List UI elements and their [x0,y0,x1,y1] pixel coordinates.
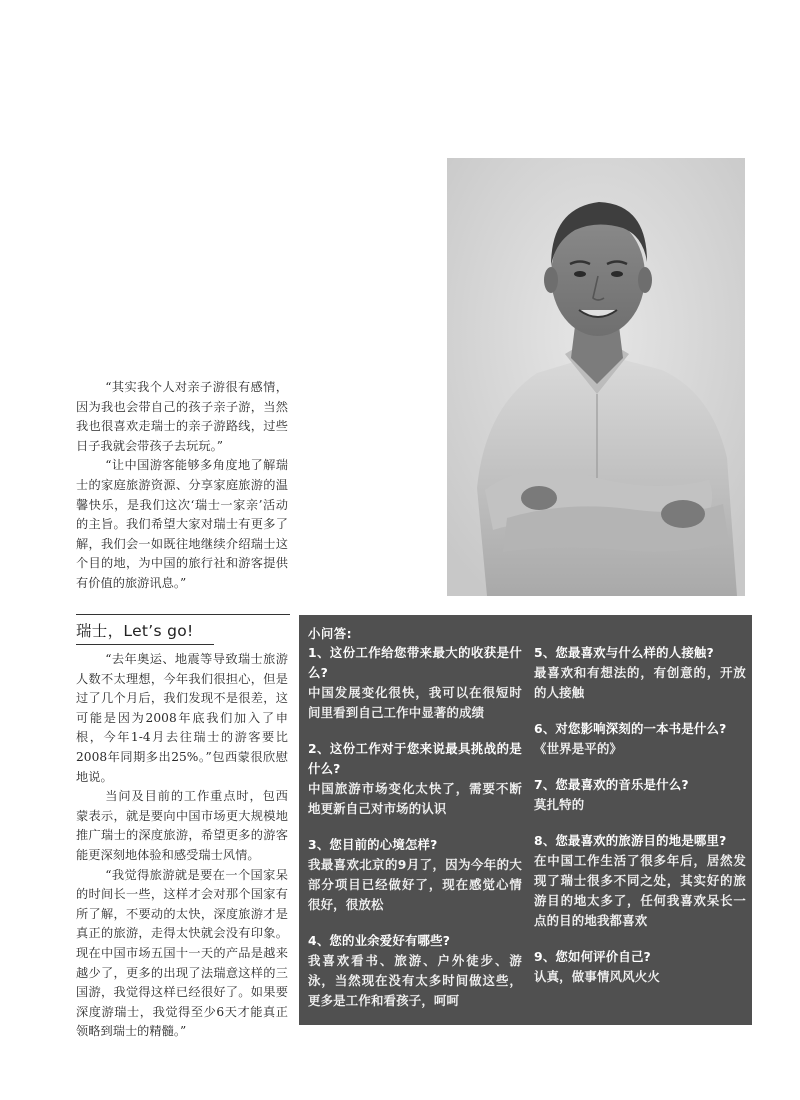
qa-column-left [308,643,522,1027]
qa-answer: 《世界是平的》 [534,741,623,756]
qa-item [534,831,746,931]
qa-item [308,643,522,723]
qa-item [308,739,522,819]
qa-answer: 我最喜欢北京的9月了，因为今年的大部分项目已经做好了，现在感觉心情很好，很放松 [308,857,522,912]
qa-question: 6、对您影响深刻的一本书是什么? [534,721,727,736]
qa-question: 3、您目前的心境怎样? [308,837,438,852]
qa-box [299,615,752,1025]
quote-paragraph: “让中国游客能够多角度地了解瑞士的家庭旅游资源、分享家庭旅游的温馨快乐，是我们这次‘瑞士一家亲’活动的主旨。我们希望大家对瑞士有更多了解，我们会一如既往地继续介绍瑞士这个目的地，为中国的旅行社和游客提供有价值的旅游讯息。” [76,458,288,590]
body-paragraph: 当问及目前的工作重点时，包西蒙表示，就是要向中国市场更大规模地推广瑞士的深度旅游，希望更多的游客能更深刻地体验和感受瑞士风情。 [76,789,288,862]
qa-question: 5、您最喜欢与什么样的人接触? [534,645,714,660]
qa-answer: 最喜欢和有想法的，有创意的，开放的人接触 [534,665,746,700]
quote-paragraph: “其实我个人对亲子游很有感情，因为我也会带自己的孩子亲子游，当然我也很喜欢走瑞士的亲子游路线，过些日子我就会带孩子去玩玩。” [76,380,288,453]
qa-question: 7、您最喜欢的音乐是什么? [534,777,689,792]
section-heading [76,614,214,645]
portrait-photo [447,158,745,596]
qa-answer: 中国旅游市场变化太快了，需要不断地更新自己对市场的认识 [308,781,522,816]
qa-column-right [534,643,746,1003]
qa-question: 8、您最喜欢的旅游目的地是哪里? [534,833,727,848]
qa-answer: 莫扎特的 [534,797,585,812]
qa-answer: 在中国工作生活了很多年后，居然发现了瑞士很多不同之处，其实好的旅游目的地太多了，任何我喜欢呆长一点的目的地我都喜欢 [534,853,746,928]
portrait-illustration [447,158,745,596]
quote-block [76,378,288,594]
qa-question: 1、这份工作给您带来最大的收获是什么? [308,645,522,680]
qa-title: 小问答: [308,626,353,641]
qa-item [534,643,746,703]
qa-answer: 中国发展变化很快，我可以在很短时间里看到自己工作中显著的成绩 [308,685,522,720]
qa-answer: 认真，做事情风风火火 [534,969,660,984]
qa-question: 2、这份工作对于您来说最具挑战的是什么? [308,741,522,776]
article-body [76,650,288,1042]
qa-item [534,947,746,987]
qa-item [534,719,746,759]
qa-item [308,931,522,1011]
section-heading-text: 瑞士，Let’s go! [76,622,194,640]
body-paragraph: “去年奥运、地震等导致瑞士旅游人数不太理想，今年我们很担心，但是过了几个月后，我们发现不是很差，这可能是因为2008年底我们加入了申根，今年1-4月去往瑞士的游客要比2008年同期多出25%。”包西蒙很欣慰地说。 [76,652,288,784]
qa-question: 9、您如何评价自己? [534,949,651,964]
qa-item [308,835,522,915]
section-heading-rule [214,614,290,615]
qa-answer: 我喜欢看书、旅游、户外徒步、游泳，当然现在没有太多时间做这些，更多是工作和看孩子，呵呵 [308,953,522,1008]
qa-item [534,775,746,815]
body-paragraph: “我觉得旅游就是要在一个国家呆的时间长一些，这样才会对那个国家有所了解，不要动的太快，深度旅游才是真正的旅游，走得太快就会没有印象。现在中国市场五国十一天的产品是越来越少了，更多的出现了法瑞意这样的三国游，我觉得这样已经很好了。如果要深度游瑞士，我觉得至少6天才能真正领略到瑞士的精髓。” [76,867,288,1039]
qa-question: 4、您的业余爱好有哪些? [308,933,451,948]
